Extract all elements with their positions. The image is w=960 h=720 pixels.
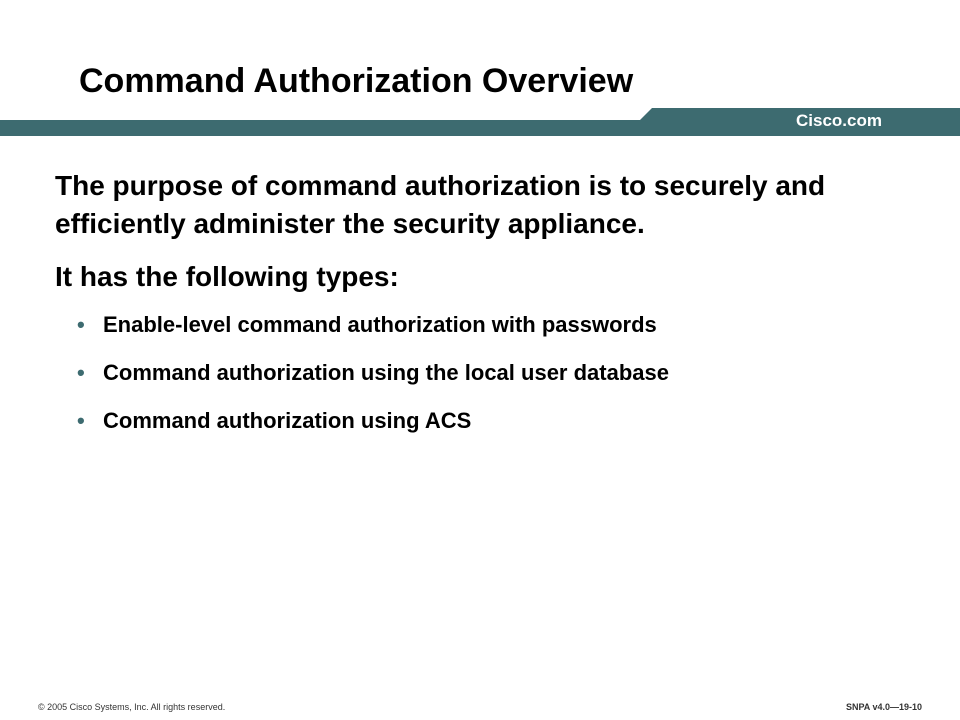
bullet-icon: • <box>77 360 85 385</box>
list-item <box>77 359 717 387</box>
purpose-paragraph: The purpose of command authorization is to securely and efficiently administer the security appliance. <box>55 170 826 239</box>
cisco-brand-label: Cisco.com <box>796 111 882 130</box>
types-list <box>55 311 717 435</box>
list-item <box>77 407 717 435</box>
copyright-footer: © 2005 Cisco Systems, Inc. All rights reserved. <box>38 702 226 712</box>
bullet-icon: • <box>77 408 85 433</box>
list-item-text: Command authorization using the local user database <box>103 360 669 385</box>
slide-body <box>55 167 905 455</box>
slide-title: Command Authorization Overview <box>79 62 634 100</box>
types-intro: It has the following types: <box>55 261 399 292</box>
bullet-icon: • <box>77 312 85 337</box>
list-item-text: Enable-level command authorization with passwords <box>103 312 657 337</box>
slide-number-footer: SNPA v4.0—19-10 <box>845 702 922 712</box>
list-item <box>77 311 717 339</box>
list-item-text: Command authorization using ACS <box>103 408 472 433</box>
